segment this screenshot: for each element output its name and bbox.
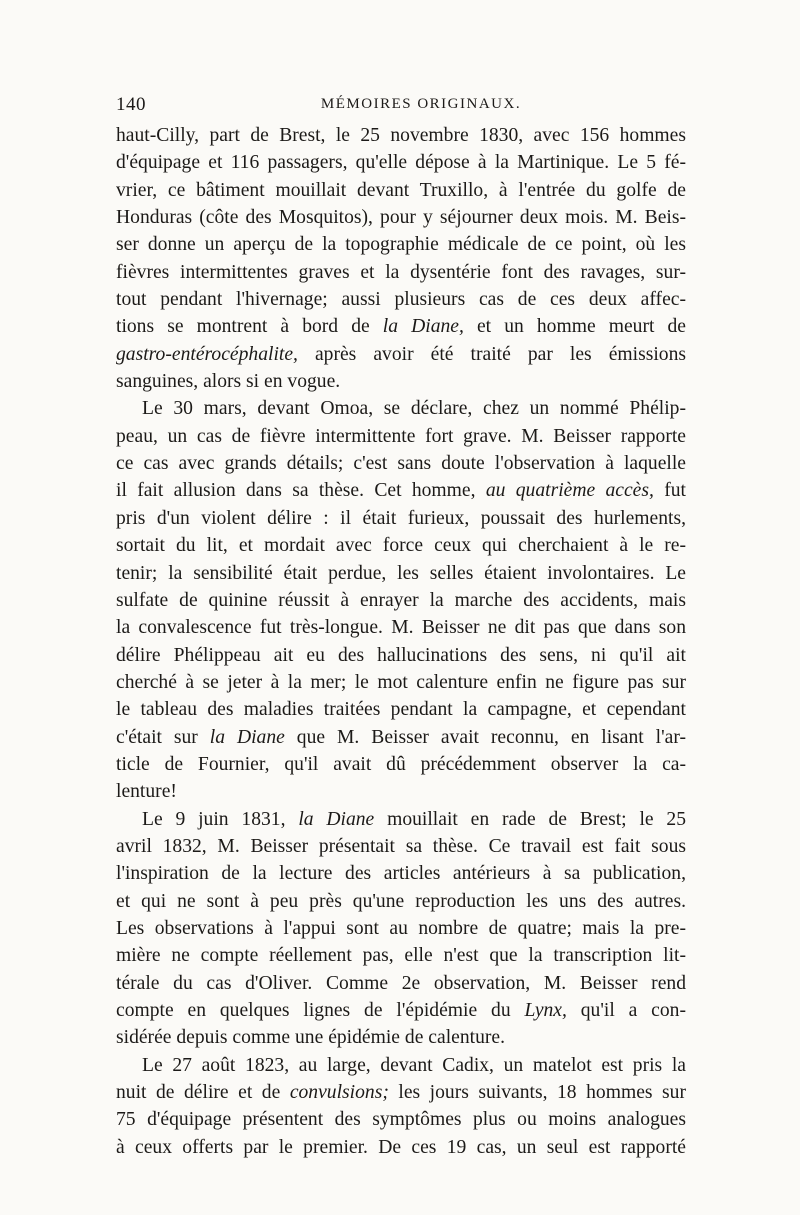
text-segment: avril 1832, M. Beisser présentait sa thèse. Ce travail est fait sous bbox=[116, 835, 686, 857]
text-segment: ticle de Fournier, qu'il avait dû précédemment observer la ca- bbox=[116, 753, 686, 775]
text-line bbox=[116, 532, 686, 559]
text-segment: mouillait en rade de Brest; le 25 bbox=[374, 808, 686, 830]
text-segment: haut-Cilly, part de Brest, le 25 novembre 1830, avec 156 hommes bbox=[116, 125, 686, 146]
text-segment: Le 30 mars, devant Omoa, se déclare, chez un nommé Phélip- bbox=[142, 398, 686, 420]
text-segment: délire Phélippeau ait eu des hallucinations des sens, ni qu'il ait bbox=[116, 644, 686, 666]
text-line bbox=[116, 341, 686, 368]
text-line bbox=[116, 477, 686, 504]
text-line bbox=[116, 122, 686, 149]
text-segment: pris d'un violent délire : il était furieux, poussait des hurlements, bbox=[116, 507, 686, 529]
text-line bbox=[116, 149, 686, 176]
text-line bbox=[116, 970, 686, 997]
text-segment: sortait du lit, et mordait avec force ceux qui cherchaient à le re- bbox=[116, 535, 686, 557]
text-line bbox=[116, 833, 686, 860]
text-line bbox=[116, 450, 686, 477]
text-line bbox=[116, 1052, 686, 1079]
text-segment: après avoir été traité par les émissions bbox=[297, 343, 686, 365]
text-line bbox=[116, 313, 686, 340]
text-line bbox=[116, 259, 686, 286]
text-segment: compte en quelques lignes de l'épidémie du bbox=[116, 1000, 525, 1021]
text-line bbox=[116, 177, 686, 204]
text-line bbox=[116, 231, 686, 258]
page-header bbox=[116, 94, 686, 118]
page-number: 140 bbox=[116, 94, 146, 115]
text-line bbox=[116, 642, 686, 669]
text-segment: térale du cas d'Oliver. Comme 2e observation, M. Beisser rend bbox=[116, 972, 686, 994]
text-segment: nuit de délire et de bbox=[116, 1082, 290, 1104]
text-segment: tenir; la sensibilité était perdue, les selles étaient involontaires. Le bbox=[116, 562, 686, 584]
text-segment: il fait allusion dans sa thèse. Cet homme, bbox=[116, 480, 486, 502]
text-line bbox=[116, 204, 686, 231]
text-line bbox=[116, 614, 686, 641]
text-line bbox=[116, 942, 686, 969]
italic-segment: Lynx, bbox=[524, 1000, 567, 1021]
text-line bbox=[116, 368, 686, 395]
text-line bbox=[116, 860, 686, 887]
text-line bbox=[116, 724, 686, 751]
text-line bbox=[116, 915, 686, 942]
text-line bbox=[116, 888, 686, 915]
text-line bbox=[116, 395, 686, 422]
text-segment: la convalescence fut très-longue. M. Beisser ne dit pas que dans son bbox=[116, 617, 686, 639]
italic-segment: la Diane bbox=[298, 808, 375, 830]
text-segment: tions se montrent à bord de bbox=[116, 316, 383, 338]
text-line bbox=[116, 778, 686, 805]
italic-segment: convulsions; bbox=[289, 1082, 389, 1104]
text-segment: d'équipage et 116 passagers, qu'elle dépose à la Martinique. Le 5 fé- bbox=[116, 152, 686, 174]
text-line bbox=[116, 1134, 686, 1161]
running-title: MÉMOIRES ORIGINAUX. bbox=[320, 96, 522, 112]
text-segment: fut bbox=[653, 480, 686, 502]
text-segment: Les observations à l'appui sont au nombre de quatre; mais la pre- bbox=[116, 917, 686, 939]
text-segment: et un homme meurt de bbox=[463, 316, 687, 338]
text-line bbox=[116, 1079, 686, 1106]
text-segment: sulfate de quinine réussit à enrayer la marche des accidents, mais bbox=[116, 589, 686, 611]
text-segment: que M. Beisser avait reconnu, en lisant l'ar- bbox=[284, 726, 686, 748]
text-line bbox=[116, 286, 686, 313]
text-line bbox=[116, 997, 686, 1024]
text-segment: lenture! bbox=[116, 781, 177, 803]
text-segment: sidérée depuis comme une épidémie de calenture. bbox=[116, 1027, 505, 1049]
text-segment: tout pendant l'hivernage; aussi plusieurs cas de ces deux affec- bbox=[116, 289, 686, 311]
text-line bbox=[116, 560, 686, 587]
text-line bbox=[116, 751, 686, 778]
text-line bbox=[116, 587, 686, 614]
text-line bbox=[116, 423, 686, 450]
text-segment: sanguines, alors si en vogue. bbox=[116, 371, 341, 393]
text-line bbox=[116, 1106, 686, 1133]
text-segment: Honduras (côte des Mosquitos), pour y séjourner deux mois. M. Beis- bbox=[116, 207, 686, 229]
text-segment: les jours suivants, 18 hommes sur bbox=[388, 1082, 686, 1104]
text-segment: le tableau des maladies traitées pendant la campagne, et cependant bbox=[116, 699, 686, 721]
text-line bbox=[116, 1024, 686, 1051]
text-line bbox=[116, 696, 686, 723]
text-segment: vrier, ce bâtiment mouillait devant Truxillo, à l'entrée du golfe de bbox=[116, 179, 686, 201]
italic-segment: la Diane, bbox=[382, 316, 464, 338]
text-segment: mière ne compte réellement pas, elle n'est que la transcription lit- bbox=[116, 945, 686, 967]
text-segment: Le 9 juin 1831, bbox=[142, 808, 299, 830]
text-segment: c'était sur bbox=[116, 726, 210, 748]
text-segment: fièvres intermittentes graves et la dysentérie font des ravages, sur- bbox=[116, 261, 686, 283]
text-segment: Le 27 août 1823, au large, devant Cadix, un matelot est pris la bbox=[142, 1054, 686, 1076]
italic-segment: la Diane bbox=[209, 726, 285, 748]
text-line bbox=[116, 806, 686, 833]
italic-segment: au quatrième accès, bbox=[485, 480, 654, 502]
italic-segment: gastro-entérocéphalite, bbox=[116, 343, 298, 365]
text-segment: qu'il a con- bbox=[566, 1000, 686, 1021]
body-text bbox=[116, 122, 686, 1161]
text-segment: et qui ne sont à peu près qu'une reproduction les uns des autres. bbox=[116, 890, 686, 912]
text-segment: peau, un cas de fièvre intermittente fort grave. M. Beisser rapporte bbox=[116, 425, 686, 447]
text-segment: l'inspiration de la lecture des articles antérieurs à sa publication, bbox=[116, 863, 686, 885]
text-segment: 75 d'équipage présentent des symptômes plus ou moins analogues bbox=[116, 1109, 686, 1131]
text-segment: à ceux offerts par le premier. De ces 19 cas, un seul est rapporté bbox=[116, 1136, 686, 1158]
text-segment: ce cas avec grands détails; c'est sans doute l'observation à laquelle bbox=[116, 453, 686, 475]
text-segment: cherché à se jeter à la mer; le mot calenture enfin ne figure pas sur bbox=[116, 671, 686, 693]
text-segment: ser donne un aperçu de la topographie médicale de ce point, où les bbox=[116, 234, 686, 256]
text-line bbox=[116, 505, 686, 532]
text-line bbox=[116, 669, 686, 696]
